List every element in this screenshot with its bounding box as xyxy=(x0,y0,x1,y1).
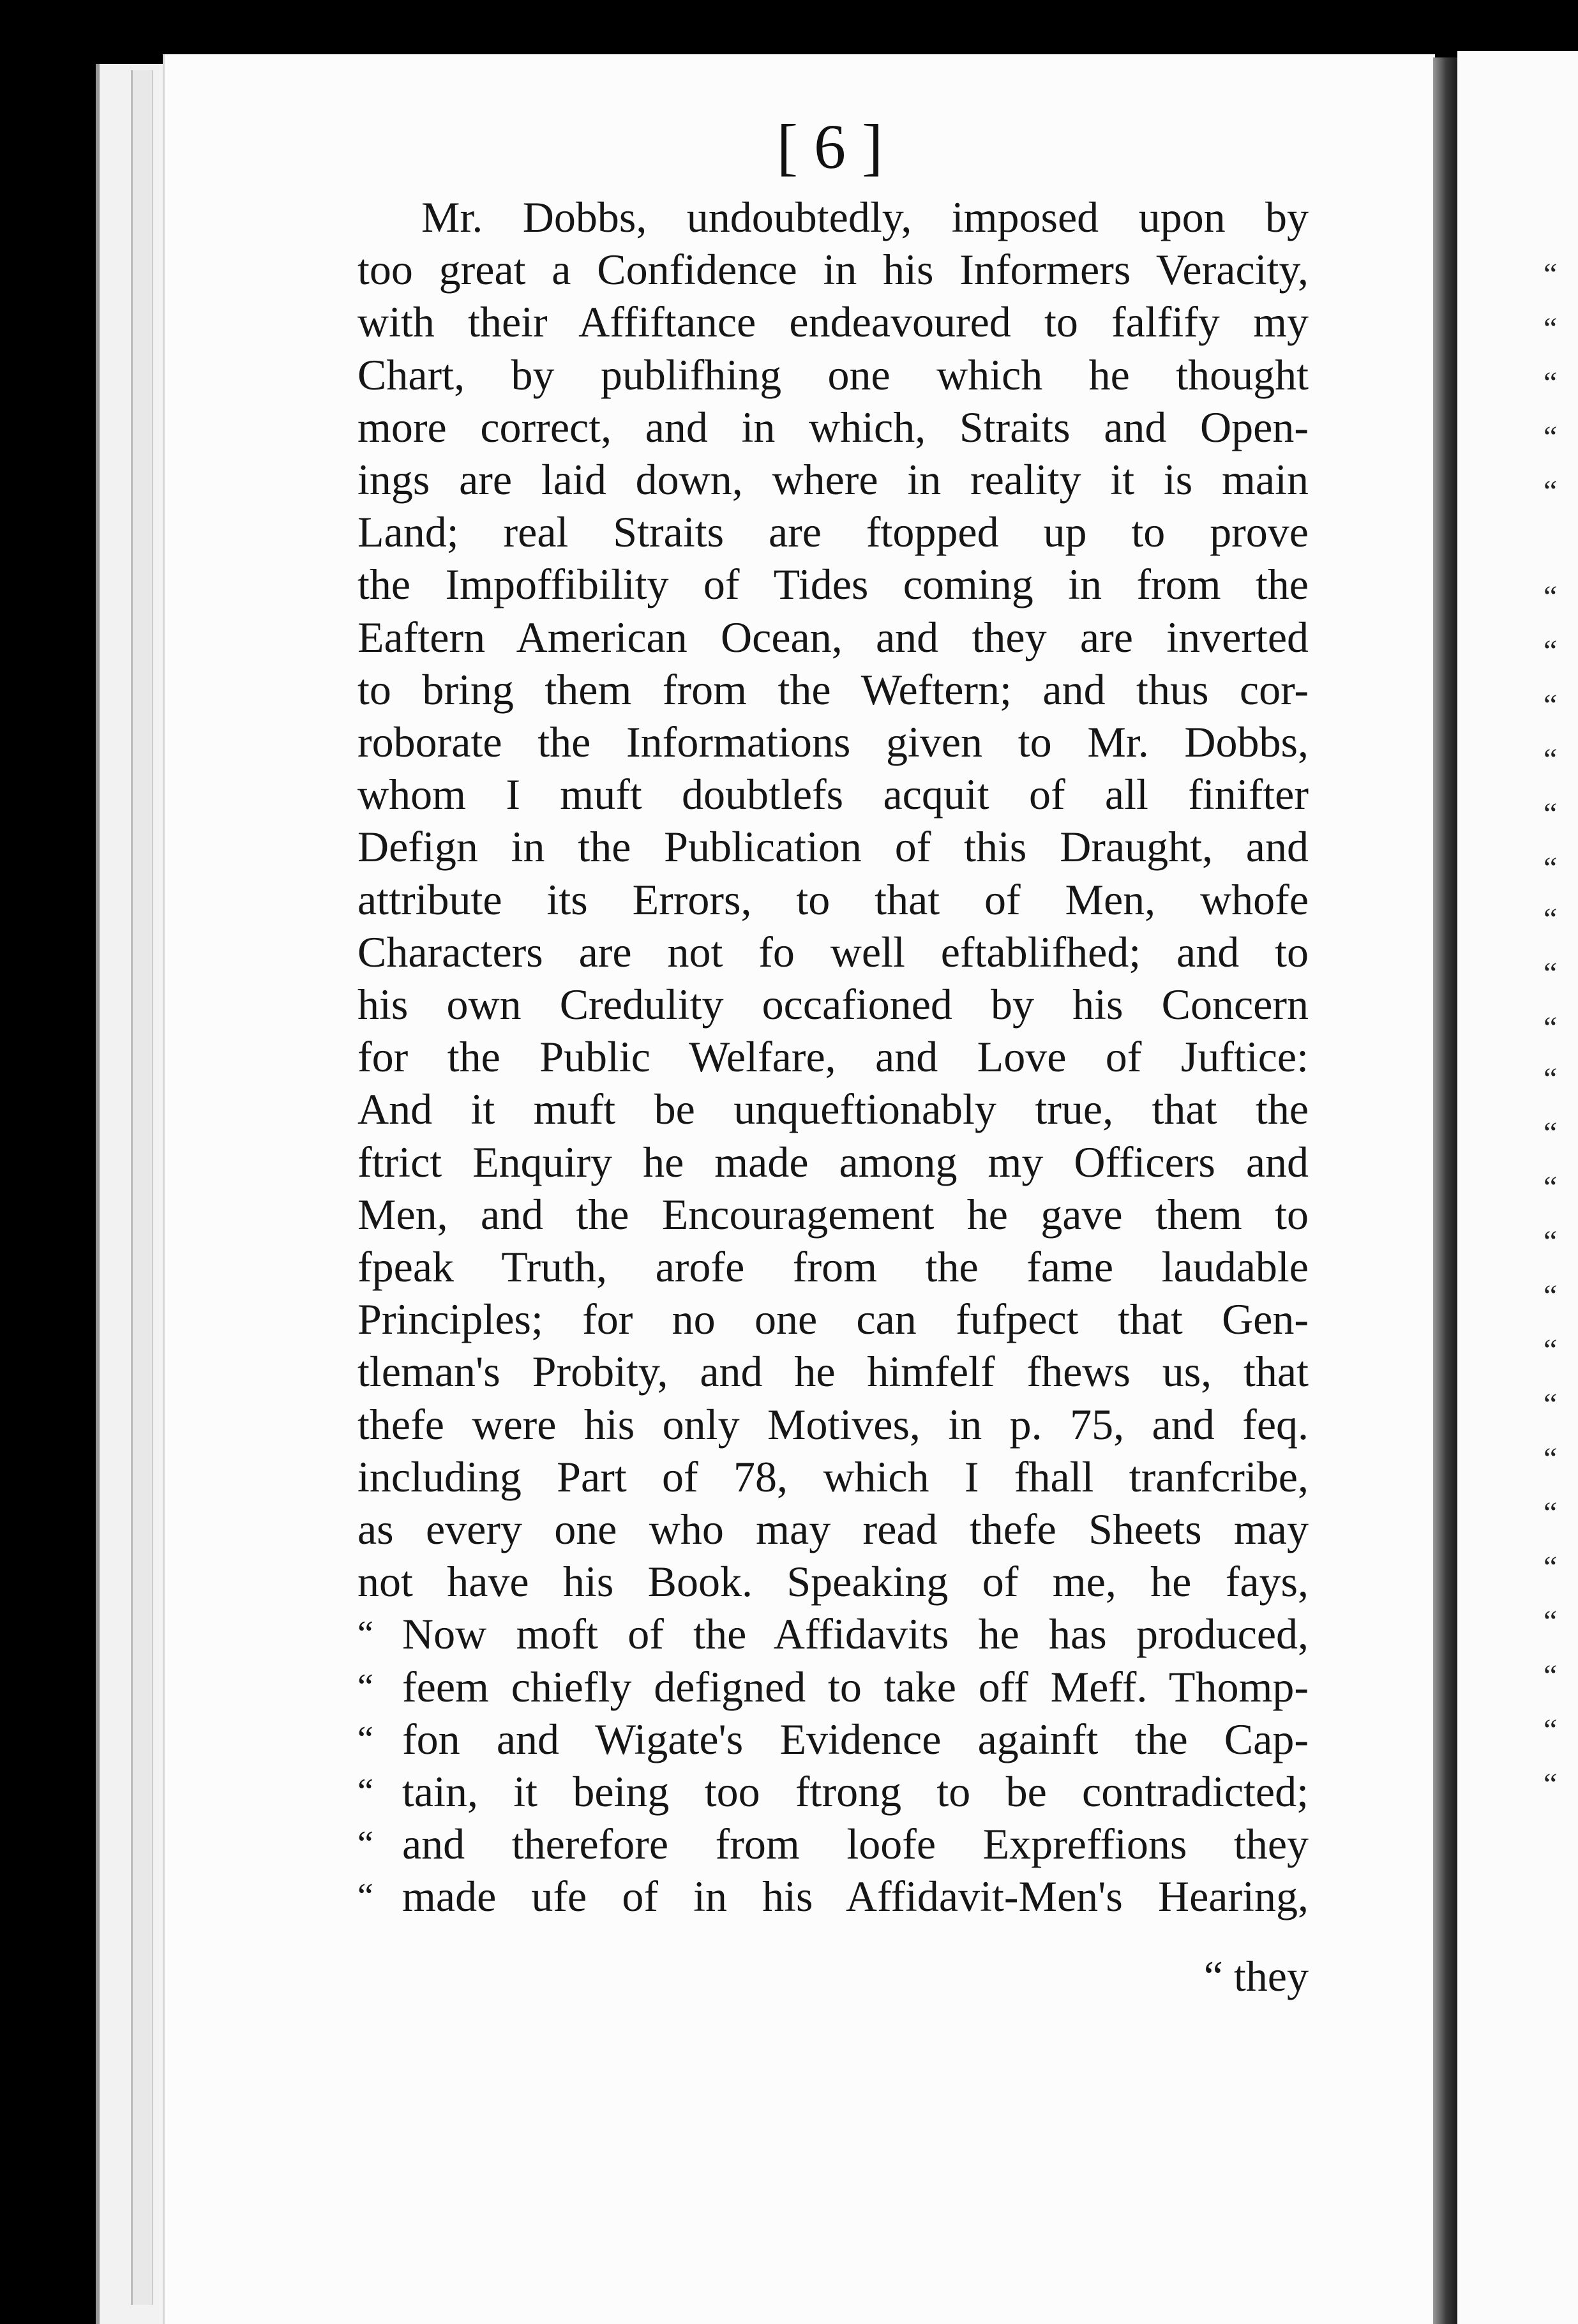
facing-quote-mark: “ xyxy=(1544,1604,1558,1638)
text-line: to bring them from the Weftern; and thus cor- xyxy=(357,665,1309,714)
quoted-text: made ufe of in his Affidavit-Men's Hearing, xyxy=(402,1872,1309,1921)
quotation-mark: “ xyxy=(357,1666,373,1707)
text-line: And it muft be unqueftionably true, that the xyxy=(357,1085,1309,1134)
text-line: Mr. Dobbs, undoubtedly, imposed upon by xyxy=(421,193,1309,241)
text-line: as every one who may read thefe Sheets may xyxy=(357,1505,1309,1553)
quotation-mark: “ xyxy=(357,1824,373,1864)
facing-quote-mark: “ xyxy=(1544,474,1558,508)
quoted-text: fon and Wigate's Evidence againft the Cap- xyxy=(402,1714,1309,1763)
facing-quote-mark: “ xyxy=(1544,1550,1558,1584)
text-line: attribute its Errors, to that of Men, whofe xyxy=(357,875,1309,924)
text-line: including Part of 78, which I fhall tranfcribe, xyxy=(357,1452,1309,1501)
text-line: whom I muft doubtlefs acquit of all finifter xyxy=(357,770,1309,819)
page-stack-edge xyxy=(131,70,153,2305)
page-number: [ 6 ] xyxy=(776,111,883,182)
text-line: his own Credulity occafioned by his Concern xyxy=(357,980,1309,1029)
quotation-mark: “ xyxy=(357,1876,373,1917)
facing-quote-mark: “ xyxy=(1544,743,1558,776)
facing-quote-mark: “ xyxy=(1544,1767,1558,1801)
catchword: “ they xyxy=(1203,1952,1309,2000)
quoted-text-line xyxy=(357,1661,1309,1712)
quoted-text: Now moft of the Affidavits he has produced, xyxy=(402,1610,1309,1659)
quotation-mark: “ xyxy=(357,1719,373,1759)
text-line: tleman's Probity, and he himfelf fhews us, that xyxy=(357,1347,1309,1396)
facing-quote-mark: “ xyxy=(1544,902,1558,936)
facing-quote-mark: “ xyxy=(1544,1116,1558,1150)
text-line: too great a Confidence in his Informers Veracity, xyxy=(357,245,1309,294)
facing-quote-mark: “ xyxy=(1544,1713,1558,1747)
quotation-mark: “ xyxy=(357,1614,373,1654)
quoted-text-line xyxy=(357,1818,1309,1869)
facing-quote-mark: “ xyxy=(1544,312,1558,345)
facing-quote-mark: “ xyxy=(1544,420,1558,454)
facing-quote-mark: “ xyxy=(1544,1659,1558,1693)
facing-quote-mark: “ xyxy=(1544,797,1558,831)
quoted-text-line xyxy=(357,1871,1309,1922)
facing-quote-mark: “ xyxy=(1544,1225,1558,1258)
quoted-text-line xyxy=(357,1714,1309,1765)
facing-quote-mark: “ xyxy=(1544,1333,1558,1367)
quoted-text: and therefore from loofe Expreffions they xyxy=(402,1820,1309,1869)
text-line: the Impoffibility of Tides coming in from the xyxy=(357,560,1309,609)
facing-quote-mark: “ xyxy=(1544,257,1558,291)
facing-quote-mark: “ xyxy=(1544,688,1558,722)
quoted-text-line xyxy=(357,1608,1309,1659)
facing-quote-mark: “ xyxy=(1544,1496,1558,1530)
text-line: more correct, and in which, Straits and Open- xyxy=(357,402,1309,451)
facing-quote-mark: “ xyxy=(1544,1170,1558,1204)
text-line: Defign in the Publication of this Draught, and xyxy=(357,822,1309,871)
text-line: for the Public Welfare, and Love of Juftice: xyxy=(357,1032,1309,1082)
facing-quote-mark: “ xyxy=(1544,634,1558,668)
text-line: Eaftern American Ocean, and they are inverted xyxy=(357,612,1309,661)
facing-quote-mark: “ xyxy=(1544,1062,1558,1096)
text-line: roborate the Informations given to Mr. Dobbs, xyxy=(357,718,1309,766)
quotation-mark: “ xyxy=(357,1772,373,1811)
book-gutter xyxy=(1433,57,1457,2324)
text-line: with their Affiftance endeavoured to falfify my xyxy=(357,298,1309,347)
text-line: Land; real Straits are ftopped up to prove xyxy=(357,508,1309,557)
quoted-text: tain, it being too ftrong to be contradicted; xyxy=(402,1767,1309,1816)
facing-quote-mark: “ xyxy=(1544,956,1558,990)
facing-quote-mark: “ xyxy=(1544,366,1558,400)
facing-quote-mark: “ xyxy=(1544,1011,1558,1045)
text-line: Chart, by publifhing one which he thought xyxy=(357,350,1309,399)
quoted-text: feem chiefly defigned to take off Meff. Thomp- xyxy=(402,1662,1309,1711)
text-line: Characters are not fo well eftablifhed; and to xyxy=(357,927,1309,976)
text-line: Men, and the Encouragement he gave them to xyxy=(357,1189,1309,1239)
quoted-text-line xyxy=(357,1766,1309,1817)
text-line: thefe were his only Motives, in p. 75, and feq. xyxy=(357,1400,1309,1449)
text-line: ftrict Enquiry he made among my Officers and xyxy=(357,1137,1309,1186)
facing-quote-mark: “ xyxy=(1544,580,1558,614)
facing-quote-mark: “ xyxy=(1544,1279,1558,1313)
facing-quote-mark: “ xyxy=(1544,1442,1558,1475)
text-line: Principles; for no one can fufpect that Gen- xyxy=(357,1295,1309,1344)
text-line: fpeak Truth, arofe from the fame laudable xyxy=(357,1242,1309,1291)
facing-quote-mark: “ xyxy=(1544,1387,1558,1421)
facing-quote-mark: “ xyxy=(1544,851,1558,885)
text-line: not have his Book. Speaking of me, he fays, xyxy=(357,1557,1309,1606)
text-line: ings are laid down, where in reality it is main xyxy=(357,455,1309,504)
